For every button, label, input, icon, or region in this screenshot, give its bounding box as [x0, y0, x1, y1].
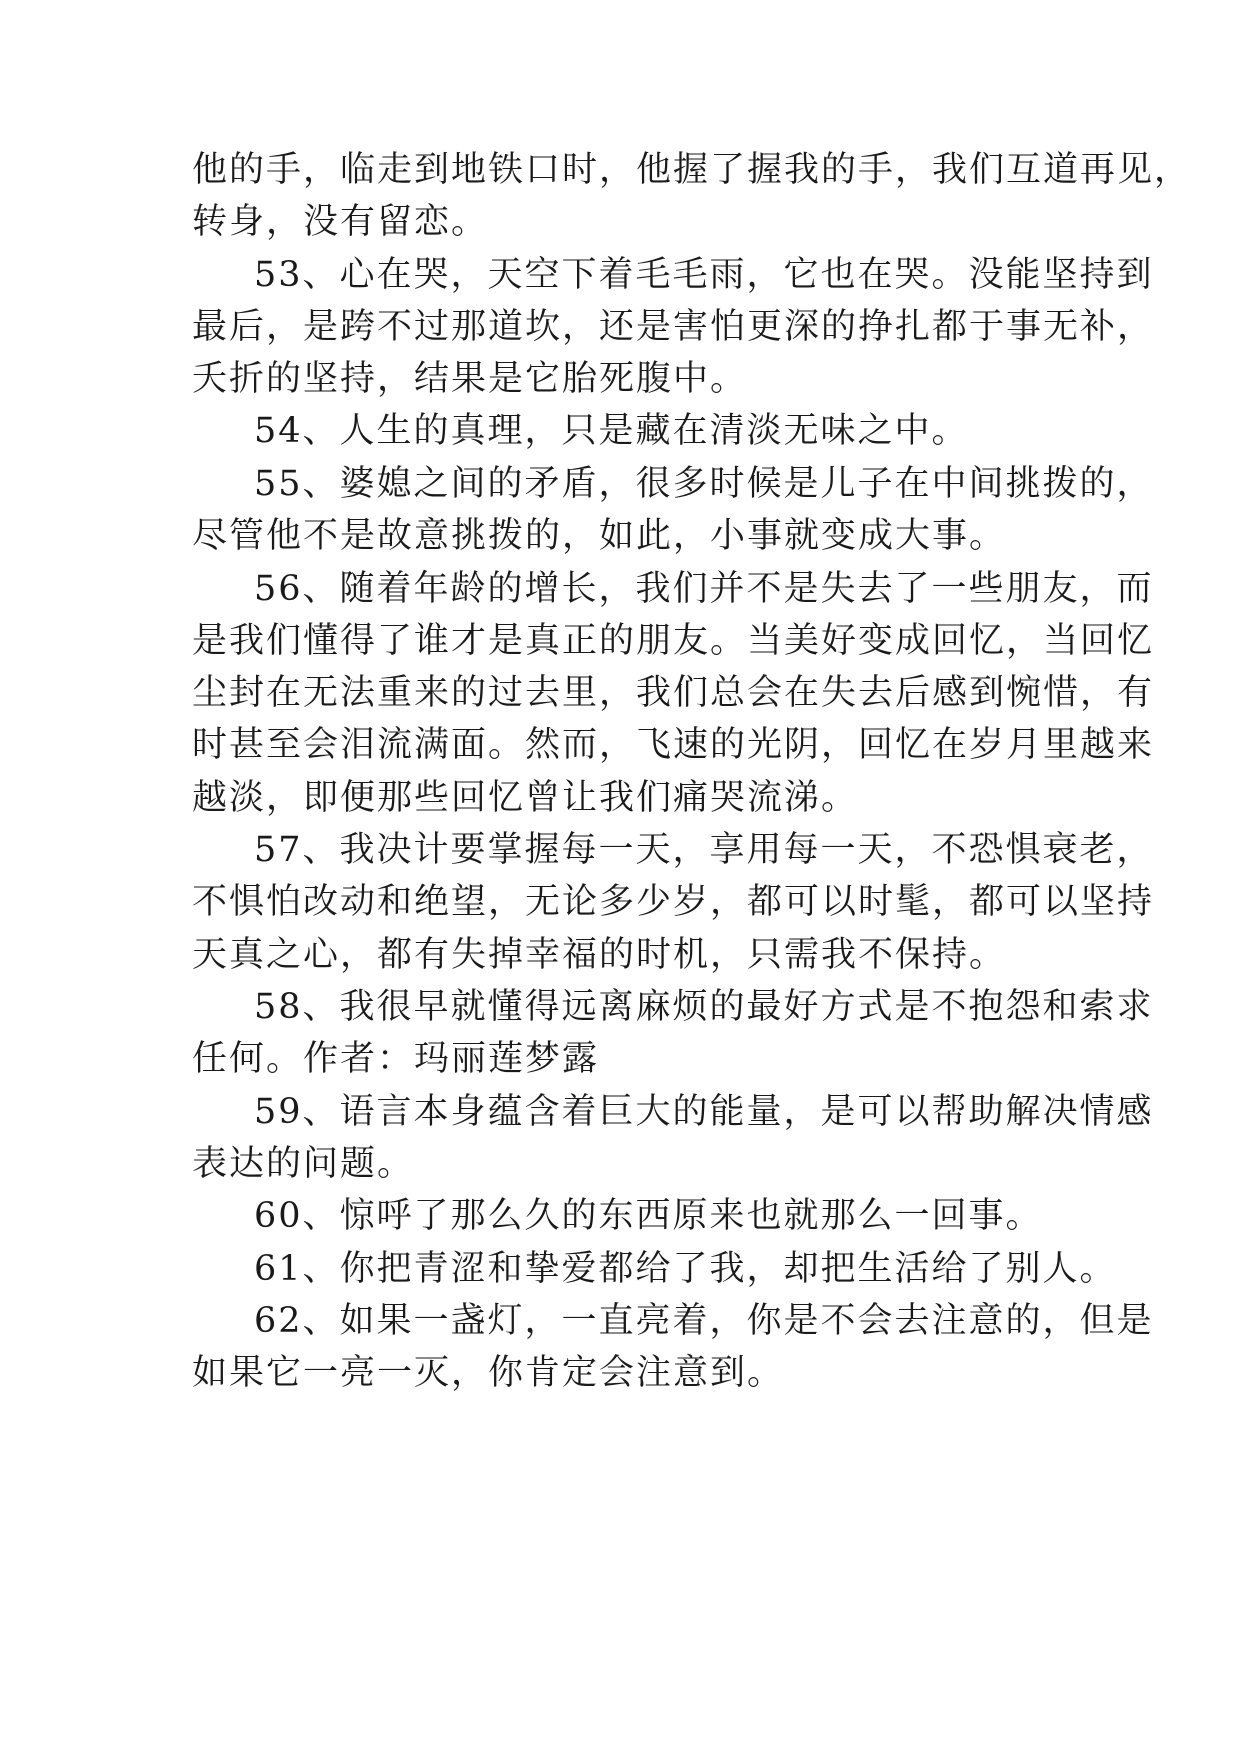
- text-line: 尽管他不是故意挑拨的，如此，小事就变成大事。: [192, 516, 1007, 556]
- text-line: 59、语言本身蕴含着巨大的能量，是可以帮助解决情感: [254, 1092, 1154, 1132]
- text-line: 时甚至会泪流满面。然而，飞速的光阴，回忆在岁月里越来: [192, 725, 1155, 765]
- text-line: 56、随着年龄的增长，我们并不是失去了一些朋友，而: [254, 569, 1154, 609]
- text-line: 最后，是跨不过那道坎，还是害怕更深的挣扎都于事无补，: [192, 307, 1155, 347]
- text-line: 转身，没有留恋。: [192, 202, 489, 242]
- text-line: 不惧怕改动和绝望，无论多少岁，都可以时髦，都可以坚持: [192, 882, 1155, 922]
- text-line: 越淡，即便那些回忆曾让我们痛哭流涕。: [192, 778, 859, 818]
- text-line: 58、我很早就懂得远离麻烦的最好方式是不抱怨和索求: [254, 987, 1154, 1027]
- text-line: 61、你把青涩和挚爱都给了我，却把生活给了别人。: [254, 1249, 1117, 1289]
- text-line: 54、人生的真理，只是藏在清淡无味之中。: [254, 411, 969, 451]
- text-line: 尘封在无法重来的过去里，我们总会在失去后感到惋惜，有: [192, 673, 1155, 713]
- text-line: 53、心在哭，天空下着毛毛雨，它也在哭。没能坚持到: [254, 255, 1154, 295]
- text-line: 天真之心，都有失掉幸福的时机，只需我不保持。: [192, 935, 1007, 975]
- text-line: 55、婆媳之间的矛盾，很多时候是儿子在中间挑拨的，: [254, 464, 1154, 504]
- text-line: 他的手，临走到地铁口时，他握了握我的手，我们互道再见，: [192, 150, 1192, 190]
- text-line: 62、如果一盏灯，一直亮着，你是不会去注意的，但是: [254, 1301, 1154, 1341]
- text-line: 如果它一亮一灭，你肯定会注意到。: [192, 1353, 785, 1393]
- text-line: 夭折的坚持，结果是它胎死腹中。: [192, 359, 748, 399]
- text-line: 60、惊呼了那么久的东西原来也就那么一回事。: [254, 1196, 1043, 1236]
- text-line: 是我们懂得了谁才是真正的朋友。当美好变成回忆，当回忆: [192, 621, 1155, 661]
- text-line: 表达的问题。: [192, 1144, 415, 1184]
- text-line: 任何。作者：玛丽莲梦露: [192, 1039, 600, 1079]
- text-line: 57、我决计要掌握每一天，享用每一天，不恐惧衰老，: [254, 830, 1154, 870]
